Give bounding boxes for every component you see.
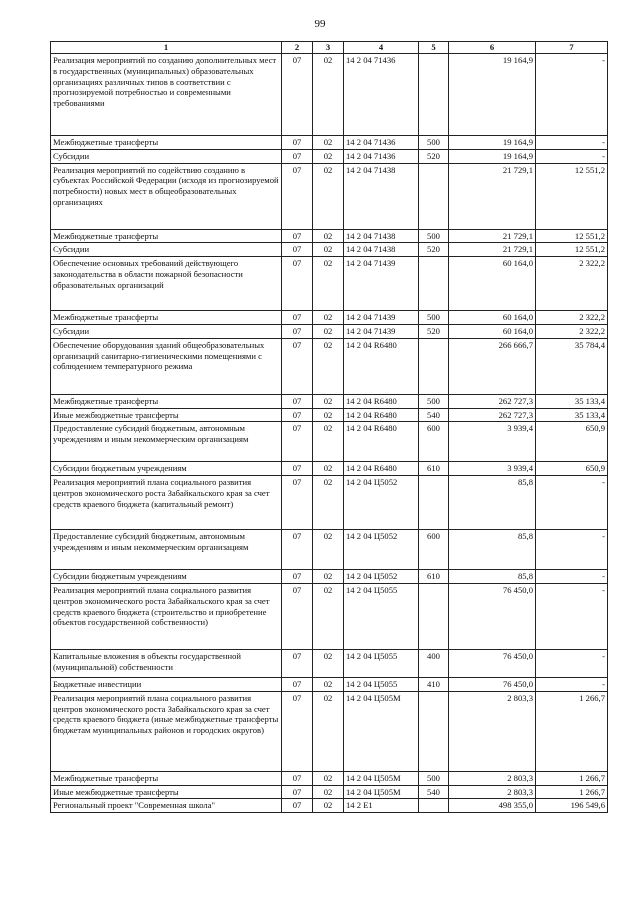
cell-csr: 14 2 04 Ц5055 bbox=[344, 583, 419, 649]
cell-v2: 12 551,2 bbox=[536, 229, 608, 243]
table-row bbox=[51, 311, 608, 325]
cell-vr: 520 bbox=[419, 149, 449, 163]
cell-rz: 07 bbox=[282, 257, 313, 311]
cell-v1: 498 355,0 bbox=[449, 799, 536, 813]
cell-csr: 14 2 E1 bbox=[344, 799, 419, 813]
cell-name: Межбюджетные трансферты bbox=[51, 311, 282, 325]
cell-csr: 14 2 04 R6480 bbox=[344, 422, 419, 462]
cell-rz: 07 bbox=[282, 771, 313, 785]
cell-vr: 610 bbox=[419, 462, 449, 476]
cell-v1: 19 164,9 bbox=[449, 149, 536, 163]
cell-rz: 07 bbox=[282, 311, 313, 325]
cell-v1: 3 939,4 bbox=[449, 422, 536, 462]
cell-rz: 07 bbox=[282, 677, 313, 691]
cell-csr: 14 2 04 71439 bbox=[344, 311, 419, 325]
cell-v1: 2 803,3 bbox=[449, 691, 536, 771]
table-header-row bbox=[51, 42, 608, 54]
cell-name: Субсидии bbox=[51, 243, 282, 257]
cell-rz: 07 bbox=[282, 530, 313, 570]
cell-name: Капитальные вложения в объекты государственной (муниципальной) собственности bbox=[51, 649, 282, 677]
cell-v1: 2 803,3 bbox=[449, 771, 536, 785]
table-row bbox=[51, 476, 608, 530]
cell-csr: 14 2 04 71436 bbox=[344, 149, 419, 163]
cell-rz: 07 bbox=[282, 338, 313, 394]
cell-v1: 60 164,0 bbox=[449, 311, 536, 325]
cell-name: Предоставление субсидий бюджетным, автономным учреждениям и иным некоммерческим организациям bbox=[51, 530, 282, 570]
cell-name: Предоставление субсидий бюджетным, автономным учреждениям и иным некоммерческим организациям bbox=[51, 422, 282, 462]
cell-v2: - bbox=[536, 530, 608, 570]
cell-name: Иные межбюджетные трансферты bbox=[51, 785, 282, 799]
cell-pr: 02 bbox=[313, 163, 344, 229]
cell-name: Реализация мероприятий по созданию дополнительных мест в государственных (муниципальных) образовательных организациях различных типов в соответствии с прогнозируемой потребностью и современными требованиями bbox=[51, 54, 282, 136]
cell-name: Субсидии бюджетным учреждениям bbox=[51, 570, 282, 584]
cell-v1: 85,8 bbox=[449, 476, 536, 530]
cell-v1: 266 666,7 bbox=[449, 338, 536, 394]
cell-csr: 14 2 04 R6480 bbox=[344, 338, 419, 394]
cell-v1: 85,8 bbox=[449, 570, 536, 584]
cell-vr: 410 bbox=[419, 677, 449, 691]
cell-csr: 14 2 04 71436 bbox=[344, 54, 419, 136]
table-body bbox=[51, 54, 608, 813]
cell-pr: 02 bbox=[313, 54, 344, 136]
cell-csr: 14 2 04 Ц5052 bbox=[344, 530, 419, 570]
table-row bbox=[51, 799, 608, 813]
table-row bbox=[51, 530, 608, 570]
cell-vr: 540 bbox=[419, 785, 449, 799]
cell-v1: 60 164,0 bbox=[449, 324, 536, 338]
cell-pr: 02 bbox=[313, 677, 344, 691]
cell-v2: 12 551,2 bbox=[536, 163, 608, 229]
cell-vr: 500 bbox=[419, 771, 449, 785]
table-row bbox=[51, 570, 608, 584]
column-header: 4 bbox=[344, 42, 419, 54]
cell-v1: 21 729,1 bbox=[449, 243, 536, 257]
cell-pr: 02 bbox=[313, 570, 344, 584]
cell-name: Региональный проект "Современная школа" bbox=[51, 799, 282, 813]
cell-rz: 07 bbox=[282, 324, 313, 338]
budget-table bbox=[50, 41, 608, 813]
table-row bbox=[51, 136, 608, 150]
cell-v2: 35 784,4 bbox=[536, 338, 608, 394]
cell-rz: 07 bbox=[282, 54, 313, 136]
table-row bbox=[51, 149, 608, 163]
table-row bbox=[51, 54, 608, 136]
cell-v2: 2 322,2 bbox=[536, 324, 608, 338]
cell-name: Субсидии bbox=[51, 324, 282, 338]
column-header: 6 bbox=[449, 42, 536, 54]
cell-rz: 07 bbox=[282, 476, 313, 530]
cell-pr: 02 bbox=[313, 799, 344, 813]
table-row bbox=[51, 394, 608, 408]
cell-pr: 02 bbox=[313, 257, 344, 311]
cell-v1: 2 803,3 bbox=[449, 785, 536, 799]
cell-pr: 02 bbox=[313, 649, 344, 677]
cell-csr: 14 2 04 71438 bbox=[344, 163, 419, 229]
table-row bbox=[51, 243, 608, 257]
cell-v2: 2 322,2 bbox=[536, 257, 608, 311]
cell-v2: - bbox=[536, 649, 608, 677]
cell-name: Субсидии bbox=[51, 149, 282, 163]
cell-v1: 85,8 bbox=[449, 530, 536, 570]
cell-name: Обеспечение оборудования зданий общеобразовательных организаций санитарно-гигиеническими помещениями с соблюдением температурного режима bbox=[51, 338, 282, 394]
table-row bbox=[51, 229, 608, 243]
cell-csr: 14 2 04 Ц505М bbox=[344, 771, 419, 785]
column-header: 5 bbox=[419, 42, 449, 54]
cell-name: Обеспечение основных требований действующего законодательства в области пожарной безопасности образовательных организаций bbox=[51, 257, 282, 311]
table-row bbox=[51, 338, 608, 394]
cell-vr bbox=[419, 257, 449, 311]
cell-v2: 1 266,7 bbox=[536, 771, 608, 785]
cell-v2: - bbox=[536, 677, 608, 691]
cell-pr: 02 bbox=[313, 338, 344, 394]
cell-rz: 07 bbox=[282, 583, 313, 649]
cell-v1: 21 729,1 bbox=[449, 229, 536, 243]
cell-vr: 400 bbox=[419, 649, 449, 677]
cell-pr: 02 bbox=[313, 771, 344, 785]
cell-vr: 500 bbox=[419, 229, 449, 243]
column-header: 1 bbox=[51, 42, 282, 54]
cell-v1: 3 939,4 bbox=[449, 462, 536, 476]
cell-pr: 02 bbox=[313, 324, 344, 338]
cell-name: Реализация мероприятий по содействию созданию в субъектах Российской Федерации (исходя из прогнозируемой потребности) новых мест в общеобразовательных организациях bbox=[51, 163, 282, 229]
cell-v2: 12 551,2 bbox=[536, 243, 608, 257]
cell-rz: 07 bbox=[282, 149, 313, 163]
cell-pr: 02 bbox=[313, 785, 344, 799]
cell-v2: 650,9 bbox=[536, 462, 608, 476]
cell-v2: 1 266,7 bbox=[536, 785, 608, 799]
cell-csr: 14 2 04 Ц5052 bbox=[344, 570, 419, 584]
cell-csr: 14 2 04 71439 bbox=[344, 324, 419, 338]
column-header: 2 bbox=[282, 42, 313, 54]
cell-vr bbox=[419, 476, 449, 530]
cell-vr: 610 bbox=[419, 570, 449, 584]
cell-rz: 07 bbox=[282, 163, 313, 229]
cell-pr: 02 bbox=[313, 476, 344, 530]
table-row bbox=[51, 257, 608, 311]
cell-pr: 02 bbox=[313, 462, 344, 476]
cell-name: Субсидии бюджетным учреждениям bbox=[51, 462, 282, 476]
cell-rz: 07 bbox=[282, 785, 313, 799]
cell-v1: 19 164,9 bbox=[449, 136, 536, 150]
table-row bbox=[51, 771, 608, 785]
cell-csr: 14 2 04 Ц5055 bbox=[344, 649, 419, 677]
cell-vr: 600 bbox=[419, 422, 449, 462]
cell-csr: 14 2 04 71438 bbox=[344, 243, 419, 257]
cell-v2: 35 133,4 bbox=[536, 394, 608, 408]
cell-csr: 14 2 04 Ц5055 bbox=[344, 677, 419, 691]
cell-rz: 07 bbox=[282, 394, 313, 408]
cell-csr: 14 2 04 Ц505М bbox=[344, 691, 419, 771]
cell-v1: 76 450,0 bbox=[449, 677, 536, 691]
cell-rz: 07 bbox=[282, 422, 313, 462]
cell-v2: 2 322,2 bbox=[536, 311, 608, 325]
cell-pr: 02 bbox=[313, 149, 344, 163]
cell-vr bbox=[419, 163, 449, 229]
cell-name: Реализация мероприятий плана социального развития центров экономического роста Забайкальского края за счет средств краевого бюджета (капитальный ремонт) bbox=[51, 476, 282, 530]
cell-v1: 262 727,3 bbox=[449, 394, 536, 408]
cell-v2: - bbox=[536, 570, 608, 584]
cell-v2: 1 266,7 bbox=[536, 691, 608, 771]
cell-vr bbox=[419, 338, 449, 394]
cell-name: Межбюджетные трансферты bbox=[51, 771, 282, 785]
cell-vr: 520 bbox=[419, 243, 449, 257]
cell-pr: 02 bbox=[313, 408, 344, 422]
cell-name: Реализация мероприятий плана социального развития центров экономического роста Забайкальского края за счет средств краевого бюджета (иные межбюджетные трансферты бюджетам муниципальных районов и городских округов) bbox=[51, 691, 282, 771]
cell-rz: 07 bbox=[282, 691, 313, 771]
cell-vr bbox=[419, 583, 449, 649]
table-row bbox=[51, 785, 608, 799]
table-row bbox=[51, 691, 608, 771]
table-row bbox=[51, 462, 608, 476]
cell-csr: 14 2 04 71438 bbox=[344, 229, 419, 243]
cell-pr: 02 bbox=[313, 530, 344, 570]
cell-v1: 262 727,3 bbox=[449, 408, 536, 422]
cell-v2: 650,9 bbox=[536, 422, 608, 462]
cell-pr: 02 bbox=[313, 583, 344, 649]
cell-rz: 07 bbox=[282, 570, 313, 584]
cell-name: Межбюджетные трансферты bbox=[51, 394, 282, 408]
cell-v2: - bbox=[536, 54, 608, 136]
cell-pr: 02 bbox=[313, 691, 344, 771]
cell-name: Межбюджетные трансферты bbox=[51, 229, 282, 243]
cell-v2: 35 133,4 bbox=[536, 408, 608, 422]
cell-vr: 520 bbox=[419, 324, 449, 338]
cell-csr: 14 2 04 R6480 bbox=[344, 408, 419, 422]
cell-name: Межбюджетные трансферты bbox=[51, 136, 282, 150]
cell-pr: 02 bbox=[313, 243, 344, 257]
cell-v1: 19 164,9 bbox=[449, 54, 536, 136]
cell-vr bbox=[419, 54, 449, 136]
table-row bbox=[51, 408, 608, 422]
cell-vr: 540 bbox=[419, 408, 449, 422]
table-row bbox=[51, 324, 608, 338]
cell-rz: 07 bbox=[282, 408, 313, 422]
page-number: 99 bbox=[314, 18, 326, 30]
cell-v1: 76 450,0 bbox=[449, 583, 536, 649]
cell-v2: - bbox=[536, 476, 608, 530]
cell-pr: 02 bbox=[313, 394, 344, 408]
cell-vr: 600 bbox=[419, 530, 449, 570]
cell-vr bbox=[419, 799, 449, 813]
cell-rz: 07 bbox=[282, 462, 313, 476]
cell-name: Иные межбюджетные трансферты bbox=[51, 408, 282, 422]
cell-vr bbox=[419, 691, 449, 771]
cell-csr: 14 2 04 71436 bbox=[344, 136, 419, 150]
table-row bbox=[51, 422, 608, 462]
cell-rz: 07 bbox=[282, 649, 313, 677]
cell-csr: 14 2 04 Ц505М bbox=[344, 785, 419, 799]
column-header: 3 bbox=[313, 42, 344, 54]
cell-v2: - bbox=[536, 583, 608, 649]
cell-csr: 14 2 04 R6480 bbox=[344, 394, 419, 408]
cell-vr: 500 bbox=[419, 136, 449, 150]
cell-v1: 60 164,0 bbox=[449, 257, 536, 311]
cell-vr: 500 bbox=[419, 394, 449, 408]
cell-v1: 21 729,1 bbox=[449, 163, 536, 229]
column-header: 7 bbox=[536, 42, 608, 54]
cell-v2: 196 549,6 bbox=[536, 799, 608, 813]
cell-rz: 07 bbox=[282, 229, 313, 243]
cell-csr: 14 2 04 R6480 bbox=[344, 462, 419, 476]
cell-pr: 02 bbox=[313, 229, 344, 243]
cell-v2: - bbox=[536, 136, 608, 150]
cell-v1: 76 450,0 bbox=[449, 649, 536, 677]
table-row bbox=[51, 649, 608, 677]
table-row bbox=[51, 163, 608, 229]
cell-name: Реализация мероприятий плана социального развития центров экономического роста Забайкальского края за счет средств краевого бюджета (строительство и приобретение объектов государственной собственности) bbox=[51, 583, 282, 649]
cell-csr: 14 2 04 Ц5052 bbox=[344, 476, 419, 530]
cell-rz: 07 bbox=[282, 243, 313, 257]
cell-v2: - bbox=[536, 149, 608, 163]
cell-rz: 07 bbox=[282, 136, 313, 150]
cell-csr: 14 2 04 71439 bbox=[344, 257, 419, 311]
table-row bbox=[51, 583, 608, 649]
cell-rz: 07 bbox=[282, 799, 313, 813]
cell-vr: 500 bbox=[419, 311, 449, 325]
cell-pr: 02 bbox=[313, 311, 344, 325]
cell-name: Бюджетные инвестиции bbox=[51, 677, 282, 691]
table-row bbox=[51, 677, 608, 691]
cell-pr: 02 bbox=[313, 422, 344, 462]
cell-pr: 02 bbox=[313, 136, 344, 150]
